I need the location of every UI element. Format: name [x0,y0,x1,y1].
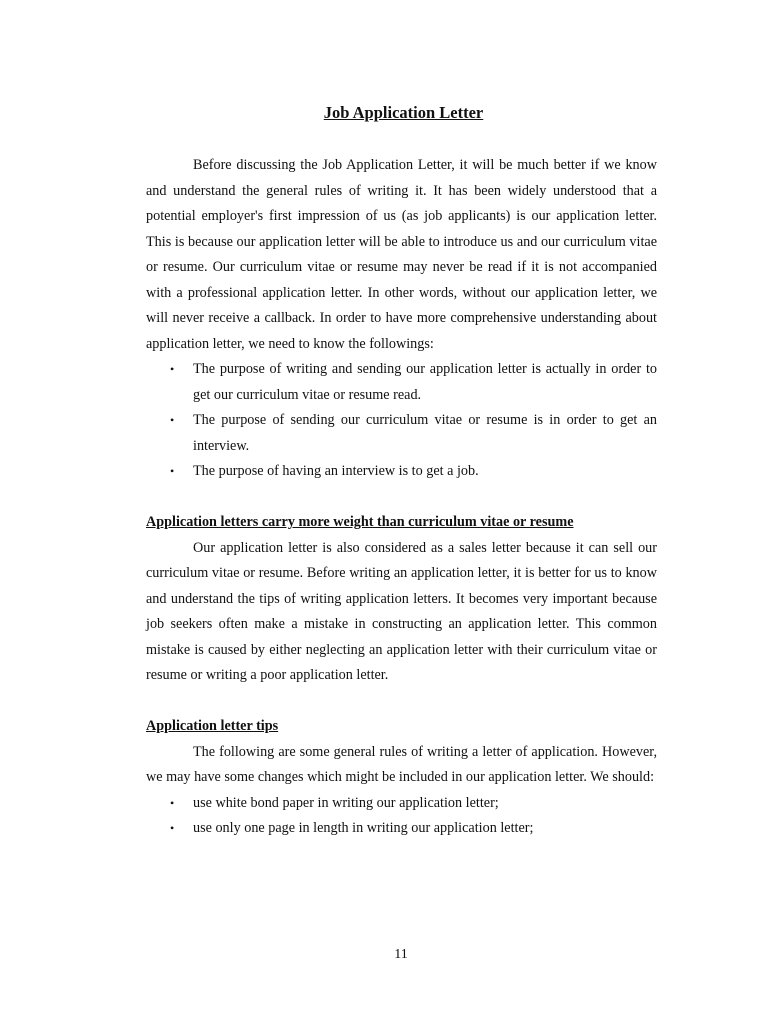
intro-bullet-list [146,357,657,485]
bullet-icon: • [170,413,175,427]
list-item-text: use white bond paper in writing our application letter; [193,794,499,811]
document-body [146,101,657,842]
list-item-text: The purpose of having an interview is to get a job. [193,463,479,479]
bullet-icon: • [170,821,175,835]
list-item [146,816,657,842]
bullet-icon: • [170,464,175,478]
bullet-icon: • [170,362,175,376]
section-tips-paragraph: The following are some general rules of writing a letter of application. However, we may have some changes which might be included in our application letter. We should: [146,743,657,785]
list-item [146,791,657,817]
intro-paragraph: Before discussing the Job Application Letter, it will be much better if we know and understand the general rules of writing it. It has been widely understood that a potential employer's first impression of us (as job applicants) is our application letter. This is because our application letter will be able to introduce us and our curriculum vitae or resume. Our curriculum vitae or resume may never be read if it is not accompanied with a professional application letter. In other words, without our application letter, we will never receive a callback. In order to have more comprehensive understanding about application letter, we need to know the followings: [146,157,657,352]
section-heading-weight: Application letters carry more weight than curriculum vitae or resume [146,514,574,530]
page-number: 11 [394,947,408,962]
list-item [146,357,657,408]
list-item [146,459,657,485]
list-item-text: The purpose of sending our curriculum vitae or resume is in order to get an interview. [193,412,657,454]
page-title: Job Application Letter [323,103,484,122]
bullet-icon: • [170,795,175,810]
tips-bullet-list [146,791,657,842]
list-item [146,408,657,459]
section-heading-tips: Application letter tips [146,718,279,734]
list-item-text: use only one page in length in writing our application letter; [193,820,534,836]
section-weight-paragraph: Our application letter is also considered as a sales letter because it can sell our curriculum vitae or resume. Before writing an application letter, it is better for us to know and understand the tips of writing application letters. It becomes very important because job seekers often make a mistake in constructing an application letter. This common mistake is caused by either neglecting an application letter with their curriculum vitae or resume or writing a poor application letter. [146,539,657,683]
list-item-text: The purpose of writing and sending our application letter is actually in order to get our curriculum vitae or resume read. [193,361,657,403]
